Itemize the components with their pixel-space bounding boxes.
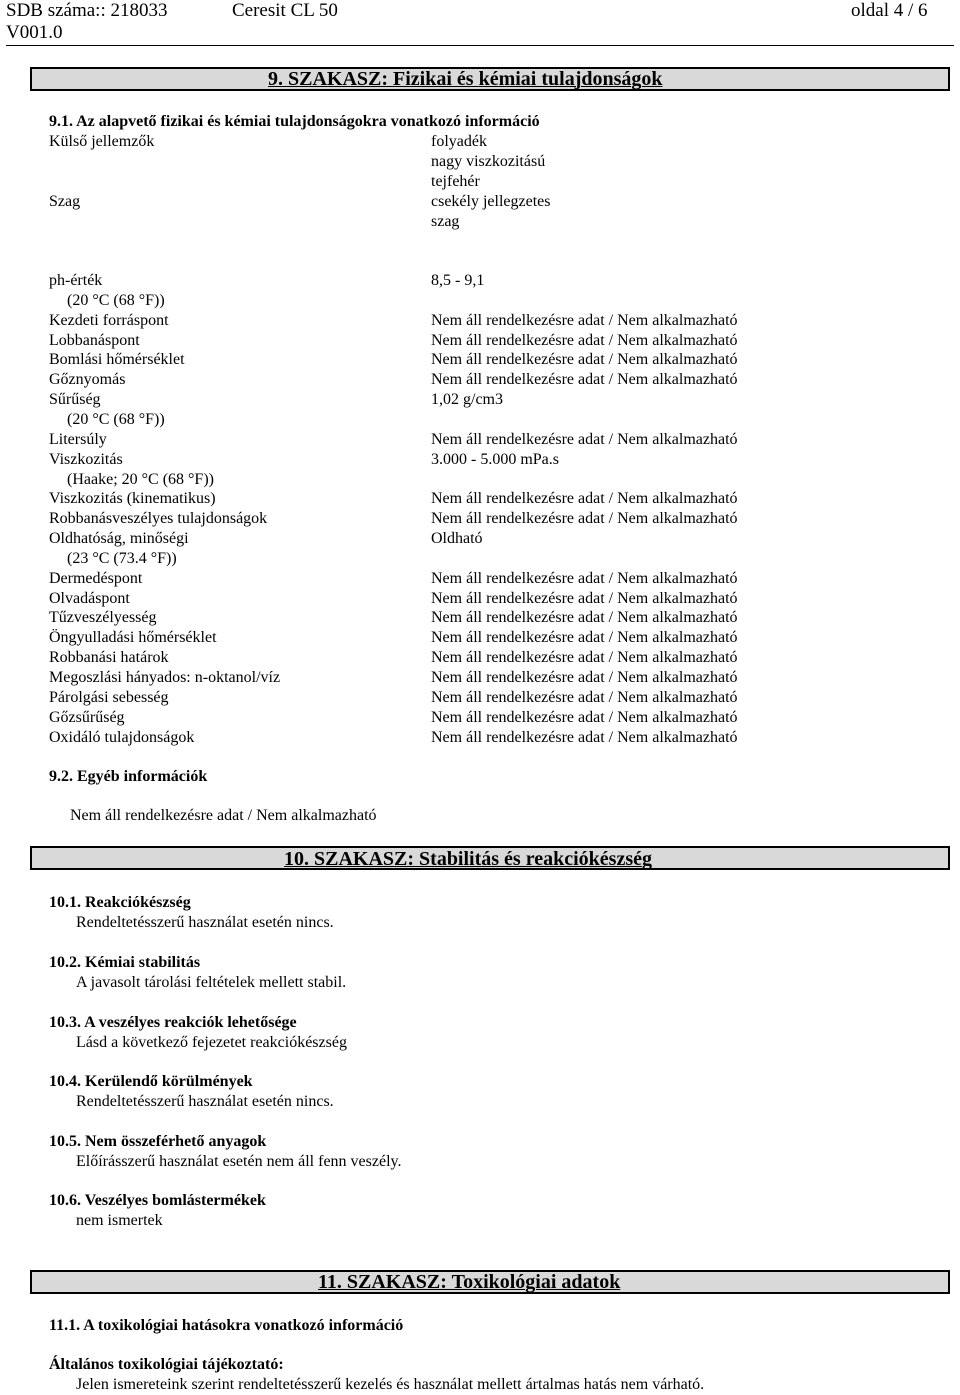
property-value: Nem áll rendelkezésre adat / Nem alkalmazható: [431, 371, 738, 389]
toxicology-general-heading: Általános toxikológiai tájékoztató:: [49, 1356, 284, 1373]
appearance-value: tejfehér: [431, 173, 480, 190]
property-label: Dermedéspont: [49, 569, 143, 587]
property-label: Párolgási sebesség: [49, 688, 169, 706]
property-label: Gőznyomás: [49, 371, 126, 389]
property-row: [0, 430, 960, 450]
property-row: [0, 311, 960, 331]
property-row: [0, 728, 960, 748]
subsection-10-1-text: Rendeltetésszerű használat esetén nincs.: [76, 914, 334, 931]
section-11-title: 11. SZAKASZ: Toxikológiai adatok: [318, 1271, 621, 1293]
property-value: Nem áll rendelkezésre adat / Nem alkalmazható: [431, 311, 738, 329]
property-row: [0, 291, 960, 311]
property-row: [0, 589, 960, 609]
property-row: [0, 410, 960, 430]
property-row: [0, 470, 960, 490]
property-value: Nem áll rendelkezésre adat / Nem alkalmazható: [431, 430, 738, 448]
odor-value: csekély jellegzetes: [431, 193, 551, 210]
property-label: (23 °C (73.4 °F)): [67, 549, 177, 567]
property-row: [0, 489, 960, 509]
property-value: Nem áll rendelkezésre adat / Nem alkalmazható: [431, 510, 738, 528]
property-label: Viszkozitás: [49, 450, 123, 468]
property-label: Bomlási hőmérséklet: [49, 351, 185, 369]
property-row: [0, 390, 960, 410]
other-info-text: Nem áll rendelkezésre adat / Nem alkalmazható: [70, 807, 377, 824]
product-name: Ceresit CL 50: [232, 0, 338, 21]
property-row: [0, 509, 960, 529]
property-row: [0, 668, 960, 688]
property-value: Nem áll rendelkezésre adat / Nem alkalmazható: [431, 351, 738, 369]
subsection-9-1-heading: 9.1. Az alapvető fizikai és kémiai tulajdonságokra vonatkozó információ: [49, 113, 540, 130]
property-value: 3.000 - 5.000 mPa.s: [431, 450, 559, 468]
property-value: Oldható: [431, 530, 483, 548]
property-label: Kezdeti forráspont: [49, 311, 169, 329]
property-label: Tűzveszélyesség: [49, 609, 157, 627]
sdb-number: SDB száma:: 218033: [6, 0, 168, 21]
subsection-10-4-heading: 10.4. Kerülendő körülmények: [49, 1073, 253, 1090]
property-label: Viszkozitás (kinematikus): [49, 490, 216, 508]
property-label: Oldhatóság, minőségi: [49, 530, 189, 548]
odor-value: szag: [431, 213, 460, 230]
property-label: Robbanási határok: [49, 649, 169, 667]
subsection-10-6-heading: 10.6. Veszélyes bomlástermékek: [49, 1192, 266, 1209]
property-label: Litersúly: [49, 430, 107, 448]
property-row: [0, 529, 960, 549]
section-10-title: 10. SZAKASZ: Stabilitás és reakciókészség: [284, 848, 652, 870]
property-row: [0, 688, 960, 708]
subsection-10-5-text: Előírásszerű használat esetén nem áll fenn veszély.: [76, 1153, 402, 1170]
appearance-value: folyadék: [431, 133, 487, 150]
property-value: Nem áll rendelkezésre adat / Nem alkalmazható: [431, 331, 738, 349]
property-label: Öngyulladási hőmérséklet: [49, 629, 217, 647]
property-label: Gőzsűrűség: [49, 708, 125, 726]
property-value: Nem áll rendelkezésre adat / Nem alkalmazható: [431, 589, 738, 607]
property-value: 1,02 g/cm3: [431, 391, 503, 409]
subsection-10-5-heading: 10.5. Nem összeférhető anyagok: [49, 1133, 267, 1150]
property-label: (20 °C (68 °F)): [67, 291, 165, 309]
appearance-label: Külső jellemzők: [49, 133, 155, 150]
header-divider: [6, 45, 954, 46]
property-row: [0, 350, 960, 370]
property-row: [0, 708, 960, 728]
subsection-10-3-heading: 10.3. A veszélyes reakciók lehetősége: [49, 1014, 297, 1031]
subsection-10-3-text: Lásd a következő fejezetet reakciókészség: [76, 1034, 347, 1051]
property-value: Nem áll rendelkezésre adat / Nem alkalmazható: [431, 649, 738, 667]
property-value: Nem áll rendelkezésre adat / Nem alkalmazható: [431, 569, 738, 587]
property-label: Megoszlási hányados: n-oktanol/víz: [49, 669, 281, 686]
page-indicator: oldal 4 / 6: [851, 0, 928, 21]
property-row: [0, 628, 960, 648]
subsection-11-1-heading: 11.1. A toxikológiai hatásokra vonatkozó információ: [49, 1317, 404, 1334]
property-value: Nem áll rendelkezésre adat / Nem alkalmazható: [431, 629, 738, 647]
property-value: Nem áll rendelkezésre adat / Nem alkalmazható: [431, 708, 738, 726]
section-9-title: 9. SZAKASZ: Fizikai és kémiai tulajdonságok: [268, 68, 663, 90]
appearance-value: nagy viszkozitású: [431, 153, 546, 170]
property-label: Oxidáló tulajdonságok: [49, 728, 195, 746]
property-row: [0, 648, 960, 668]
subsection-10-6-text: nem ismertek: [76, 1212, 163, 1229]
property-label: Lobbanáspont: [49, 331, 140, 349]
toxicology-general-text: Jelen ismereteink szerint rendeltetésszerű kezelés és használat mellett ártalmas hatás nem várható.: [76, 1376, 705, 1393]
property-row: [0, 450, 960, 470]
version-label: V001.0: [6, 22, 63, 43]
property-row: [0, 331, 960, 351]
subsection-10-2-text: A javasolt tárolási feltételek mellett stabil.: [76, 974, 347, 991]
property-row: [0, 608, 960, 628]
subsection-10-4-text: Rendeltetésszerű használat esetén nincs.: [76, 1093, 334, 1110]
property-label: Olvadáspont: [49, 589, 130, 607]
property-label: (Haake; 20 °C (68 °F)): [67, 470, 214, 488]
property-value: Nem áll rendelkezésre adat / Nem alkalmazható: [431, 609, 738, 627]
subsection-10-1-heading: 10.1. Reakciókészség: [49, 894, 191, 911]
property-value: Nem áll rendelkezésre adat / Nem alkalmazható: [431, 669, 738, 686]
property-label: Robbanásveszélyes tulajdonságok: [49, 510, 268, 528]
property-label: (20 °C (68 °F)): [67, 410, 165, 428]
odor-label: Szag: [49, 193, 81, 210]
subsection-9-2-heading: 9.2. Egyéb információk: [49, 768, 208, 785]
property-row: [0, 370, 960, 390]
property-value: Nem áll rendelkezésre adat / Nem alkalmazható: [431, 728, 738, 746]
property-row: [0, 271, 960, 291]
property-row: [0, 549, 960, 569]
property-value: Nem áll rendelkezésre adat / Nem alkalmazható: [431, 688, 738, 706]
property-row: [0, 569, 960, 589]
property-label: Sűrűség: [49, 391, 101, 409]
property-label: ph-érték: [49, 272, 103, 289]
subsection-10-2-heading: 10.2. Kémiai stabilitás: [49, 954, 201, 971]
property-value: 8,5 - 9,1: [431, 272, 485, 289]
property-value: Nem áll rendelkezésre adat / Nem alkalmazható: [431, 490, 738, 508]
